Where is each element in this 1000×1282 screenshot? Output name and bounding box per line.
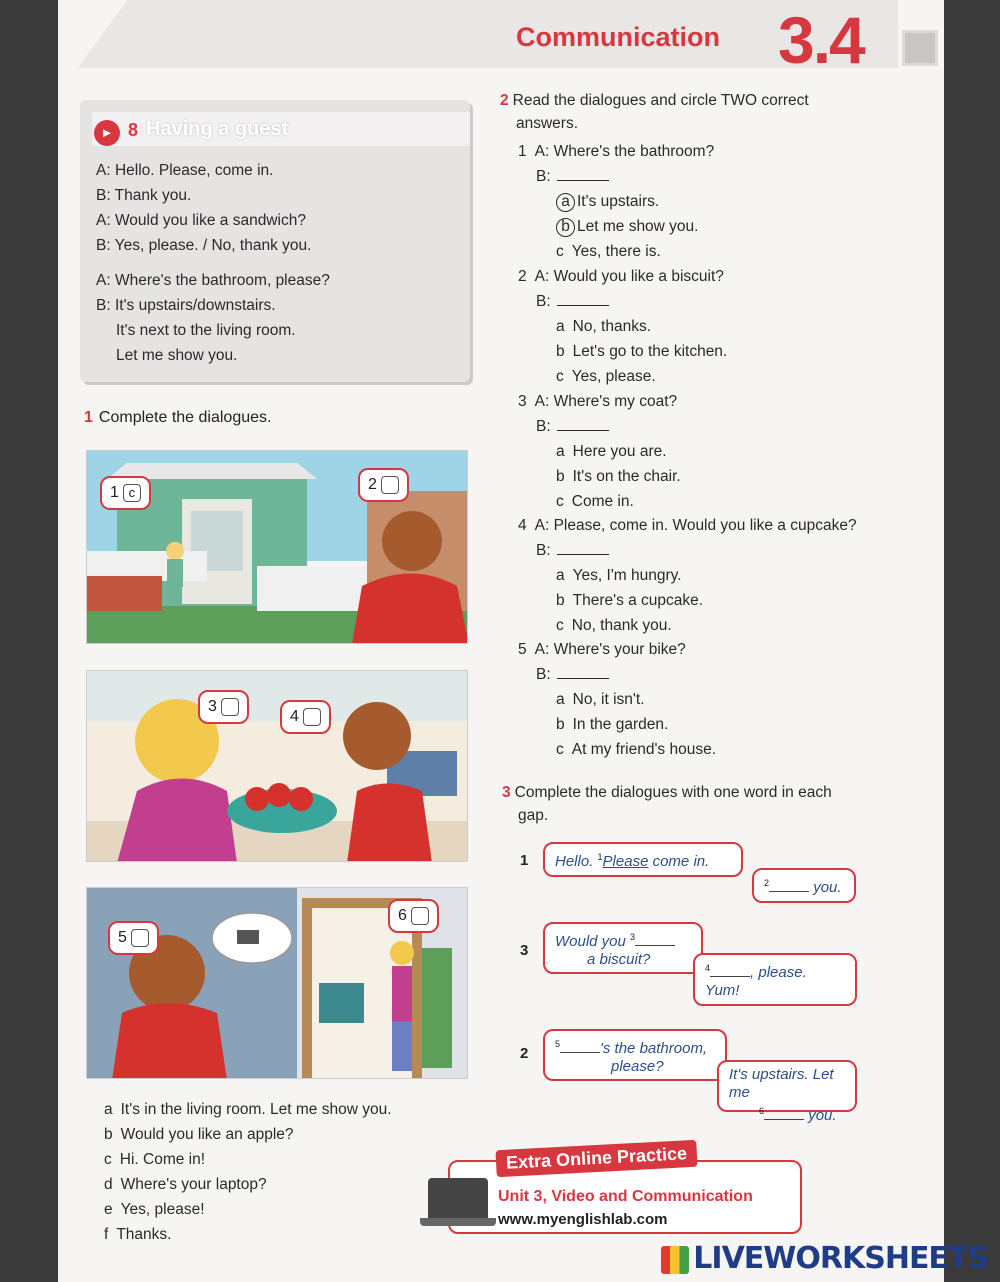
extra-practice-url[interactable]: www.myenglishlab.com xyxy=(498,1211,668,1228)
scene-kitchen-illustration xyxy=(87,671,468,862)
ex2-q3-option-c[interactable] xyxy=(556,493,634,511)
ex1-option-e xyxy=(104,1201,205,1219)
option-text: In the garden. xyxy=(572,716,669,733)
ex2-q5-option-a[interactable] xyxy=(556,691,645,709)
ex1-option-b xyxy=(104,1126,294,1144)
option-text: Let's go to the kitchen. xyxy=(572,343,728,360)
option-letter: d xyxy=(104,1176,113,1193)
exercise-2-instruction: Read the dialogues and circle TWO correct xyxy=(512,92,809,109)
guest-line: B: It's upstairs/downstairs. xyxy=(96,297,276,314)
option-letter: b xyxy=(556,592,565,609)
example-answer: Please xyxy=(602,853,649,870)
dialogue-1-number: 1 xyxy=(520,852,529,869)
ex2-question-4 xyxy=(518,517,857,535)
bubble-3-number: 3 xyxy=(208,698,217,715)
guest-line: It's next to the living room. xyxy=(116,322,296,339)
guest-line: B: Yes, please. / No, thank you. xyxy=(96,237,312,254)
ex2-q2-option-c[interactable] xyxy=(556,368,656,386)
dialogue-text: Hello. xyxy=(555,853,594,870)
option-text: Yes, please. xyxy=(571,368,656,385)
gap-number: 2 xyxy=(764,878,770,888)
exercise-2-number: 2 xyxy=(500,92,509,109)
option-letter: b xyxy=(556,343,565,360)
option-text: It's upstairs. xyxy=(577,193,660,210)
option-text: No, it isn't. xyxy=(572,691,645,708)
speaker-label: B: xyxy=(536,666,551,683)
option-letter: a xyxy=(556,691,565,708)
bubble-2 xyxy=(358,468,409,502)
option-letter: c xyxy=(556,741,564,758)
bubble-2-answer-box[interactable] xyxy=(381,476,399,494)
option-text: Thanks. xyxy=(116,1226,172,1243)
bubble-6-number: 6 xyxy=(398,907,407,924)
option-text: Yes, there is. xyxy=(571,243,661,260)
question-text: A: Where's my coat? xyxy=(534,393,678,410)
dialogue-text: you. xyxy=(808,1107,837,1124)
dialogue-3-a-bubble xyxy=(543,922,703,974)
option-text: Yes, I'm hungry. xyxy=(572,567,682,584)
gap-3-input[interactable] xyxy=(635,934,675,946)
dialogue-3-number: 3 xyxy=(520,942,529,959)
question-number: 3 xyxy=(518,393,527,410)
answer-blank xyxy=(557,294,609,306)
option-letter: c xyxy=(556,243,564,260)
guest-line: A: Hello. Please, come in. xyxy=(96,162,274,179)
dialogue-text: It's upstairs. Let me xyxy=(729,1066,834,1101)
ex2-response-2 xyxy=(536,293,609,311)
option-text: Hi. Come in! xyxy=(119,1151,206,1168)
bubble-5 xyxy=(108,921,159,955)
gap-number: 3 xyxy=(630,932,636,942)
speaker-label: B: xyxy=(536,168,551,185)
question-number: 2 xyxy=(518,268,527,285)
ex2-response-4 xyxy=(536,542,609,560)
option-letter: f xyxy=(104,1226,109,1243)
option-text: Let me show you. xyxy=(577,218,699,235)
bubble-1 xyxy=(100,476,151,510)
dialogue-2-a-bubble xyxy=(543,1029,727,1081)
option-text: It's on the chair. xyxy=(572,468,681,485)
option-text: Yes, please! xyxy=(120,1201,205,1218)
dialogue-text: , please. Yum! xyxy=(705,964,807,999)
option-text: Come in. xyxy=(571,493,634,510)
question-text: A: Where's your bike? xyxy=(534,641,686,658)
option-letter: c xyxy=(556,368,564,385)
bubble-1-number: 1 xyxy=(110,484,119,501)
bubble-4-answer-box[interactable] xyxy=(303,708,321,726)
gap-6-input[interactable] xyxy=(764,1108,804,1120)
section-title: Communication xyxy=(516,22,721,52)
ex2-question-2 xyxy=(518,268,724,286)
bubble-6 xyxy=(388,899,439,933)
dialogue-1-a-bubble xyxy=(543,842,743,877)
ex1-option-a xyxy=(104,1101,392,1119)
option-letter: a xyxy=(104,1101,113,1118)
option-text: Where's your laptop? xyxy=(120,1176,267,1193)
option-letter: b xyxy=(556,716,565,733)
bubble-4 xyxy=(280,700,331,734)
option-letter: c xyxy=(556,493,564,510)
option-letter: a xyxy=(556,193,575,212)
option-text: At my friend's house. xyxy=(571,741,716,758)
ex2-q4-option-c[interactable] xyxy=(556,617,672,635)
answer-blank xyxy=(557,543,609,555)
dialogue-2-number: 2 xyxy=(520,1045,529,1062)
ex2-q5-option-c[interactable] xyxy=(556,741,716,759)
dialogue-3-b-bubble xyxy=(693,953,857,1006)
exercise-3-number: 3 xyxy=(502,784,511,801)
dialogue-text: a biscuit? xyxy=(587,951,651,968)
ex2-q1-option-b[interactable] xyxy=(556,218,698,237)
ex2-q2-option-b[interactable] xyxy=(556,343,727,361)
option-letter: a xyxy=(556,567,565,584)
extra-practice-tag: Extra Online Practice xyxy=(495,1140,697,1177)
question-text: A: Please, come in. Would you like a cupcake? xyxy=(534,517,857,534)
answer-blank xyxy=(557,169,609,181)
ex2-question-5 xyxy=(518,641,686,659)
bubble-3-answer-box[interactable] xyxy=(221,698,239,716)
speaker-label: B: xyxy=(536,293,551,310)
header-band xyxy=(78,0,898,68)
question-text: A: Where's the bathroom? xyxy=(534,143,715,160)
ex2-q3-option-b[interactable] xyxy=(556,468,681,486)
dialogue-text: come in. xyxy=(652,853,710,870)
bubble-4-number: 4 xyxy=(290,708,299,725)
guest-box-title: Having a guest xyxy=(146,118,289,140)
dialogue-text: 's the bathroom, xyxy=(600,1040,708,1057)
ex2-response-1 xyxy=(536,168,609,186)
guest-line: A: Where's the bathroom, please? xyxy=(96,272,330,289)
ex1-option-d xyxy=(104,1176,267,1194)
question-number: 1 xyxy=(518,143,527,160)
option-letter: c xyxy=(104,1151,112,1168)
bubble-3 xyxy=(198,690,249,724)
dialogue-text: you. xyxy=(813,879,842,896)
corner-decoration xyxy=(902,30,938,66)
ex2-q5-option-b[interactable] xyxy=(556,716,668,734)
liveworksheets-watermark xyxy=(661,1241,988,1276)
gap-number: 1 xyxy=(597,852,603,862)
option-letter: b xyxy=(556,468,565,485)
speaker-label: B: xyxy=(536,542,551,559)
ex1-option-c xyxy=(104,1151,205,1169)
ex2-q1-option-c[interactable] xyxy=(556,243,661,261)
option-text: Here you are. xyxy=(572,443,667,460)
option-text: No, thanks. xyxy=(572,318,652,335)
extra-practice-unit: Unit 3, Video and Communication xyxy=(498,1188,753,1205)
exercise-1-title xyxy=(84,409,271,427)
option-letter: b xyxy=(556,218,575,237)
exercise-3-title-line2: gap. xyxy=(518,807,549,824)
liveworksheets-logo-icon xyxy=(661,1246,689,1274)
track-number: 8 xyxy=(128,120,139,140)
ex2-q3-option-a[interactable] xyxy=(556,443,667,461)
ex2-q1-option-a[interactable] xyxy=(556,193,659,212)
gap-number: 6 xyxy=(759,1106,765,1116)
gap-2-input[interactable] xyxy=(769,880,809,892)
bubble-5-answer-box[interactable] xyxy=(131,929,149,947)
ex2-question-3 xyxy=(518,393,677,411)
dialogue-2-b-bubble xyxy=(717,1060,857,1124)
option-text: Would you like an apple? xyxy=(120,1126,294,1143)
option-text: It's in the living room. Let me show you. xyxy=(120,1101,392,1118)
bubble-5-number: 5 xyxy=(118,929,127,946)
ex2-q4-option-b[interactable] xyxy=(556,592,703,610)
bubble-2-number: 2 xyxy=(368,476,377,493)
gap-5-input[interactable] xyxy=(560,1041,600,1053)
exercise-1-number: 1 xyxy=(84,409,93,426)
gap-number: 4 xyxy=(705,963,711,973)
exercise-1-instruction: Complete the dialogues. xyxy=(98,409,272,426)
guest-line: Let me show you. xyxy=(116,347,238,364)
option-letter: b xyxy=(104,1126,113,1143)
option-text: No, thank you. xyxy=(571,617,672,634)
unit-number: 3.4 xyxy=(778,3,864,77)
laptop-icon xyxy=(428,1178,488,1218)
ex2-question-1 xyxy=(518,143,714,161)
speaker-label: B: xyxy=(536,418,551,435)
exercise-2-title xyxy=(500,92,809,110)
question-number: 5 xyxy=(518,641,527,658)
ex2-q2-option-a[interactable] xyxy=(556,318,651,336)
dialogue-text: Would you xyxy=(555,933,626,950)
exercise-2-title-line2: answers. xyxy=(516,115,579,132)
laptop-base xyxy=(420,1218,496,1226)
ex2-response-5 xyxy=(536,666,609,684)
ex2-q4-option-a[interactable] xyxy=(556,567,682,585)
gap-number: 5 xyxy=(555,1039,561,1049)
dialogue-1-b-bubble xyxy=(752,868,856,903)
option-letter: a xyxy=(556,318,565,335)
bubble-1-answer-box[interactable]: c xyxy=(123,484,141,502)
ex1-option-f xyxy=(104,1226,171,1244)
option-letter: a xyxy=(556,443,565,460)
dialogue-text: please? xyxy=(611,1058,664,1075)
exercise-3-title xyxy=(502,784,832,802)
guest-line: B: Thank you. xyxy=(96,187,192,204)
question-number: 4 xyxy=(518,517,527,534)
answer-blank xyxy=(557,419,609,431)
ex2-response-3 xyxy=(536,418,609,436)
watermark-text: LIVEWORKSHEETS xyxy=(693,1241,988,1276)
scene-kitchen xyxy=(86,670,468,862)
bubble-6-answer-box[interactable] xyxy=(411,907,429,925)
exercise-3-instruction: Complete the dialogues with one word in each xyxy=(514,784,832,801)
guest-line: A: Would you like a sandwich? xyxy=(96,212,306,229)
answer-blank xyxy=(557,667,609,679)
speaker-icon[interactable]: ► xyxy=(94,120,120,146)
question-text: A: Would you like a biscuit? xyxy=(534,268,724,285)
option-text: There's a cupcake. xyxy=(572,592,704,609)
option-letter: c xyxy=(556,617,564,634)
option-letter: e xyxy=(104,1201,113,1218)
gap-4-input[interactable] xyxy=(710,965,750,977)
